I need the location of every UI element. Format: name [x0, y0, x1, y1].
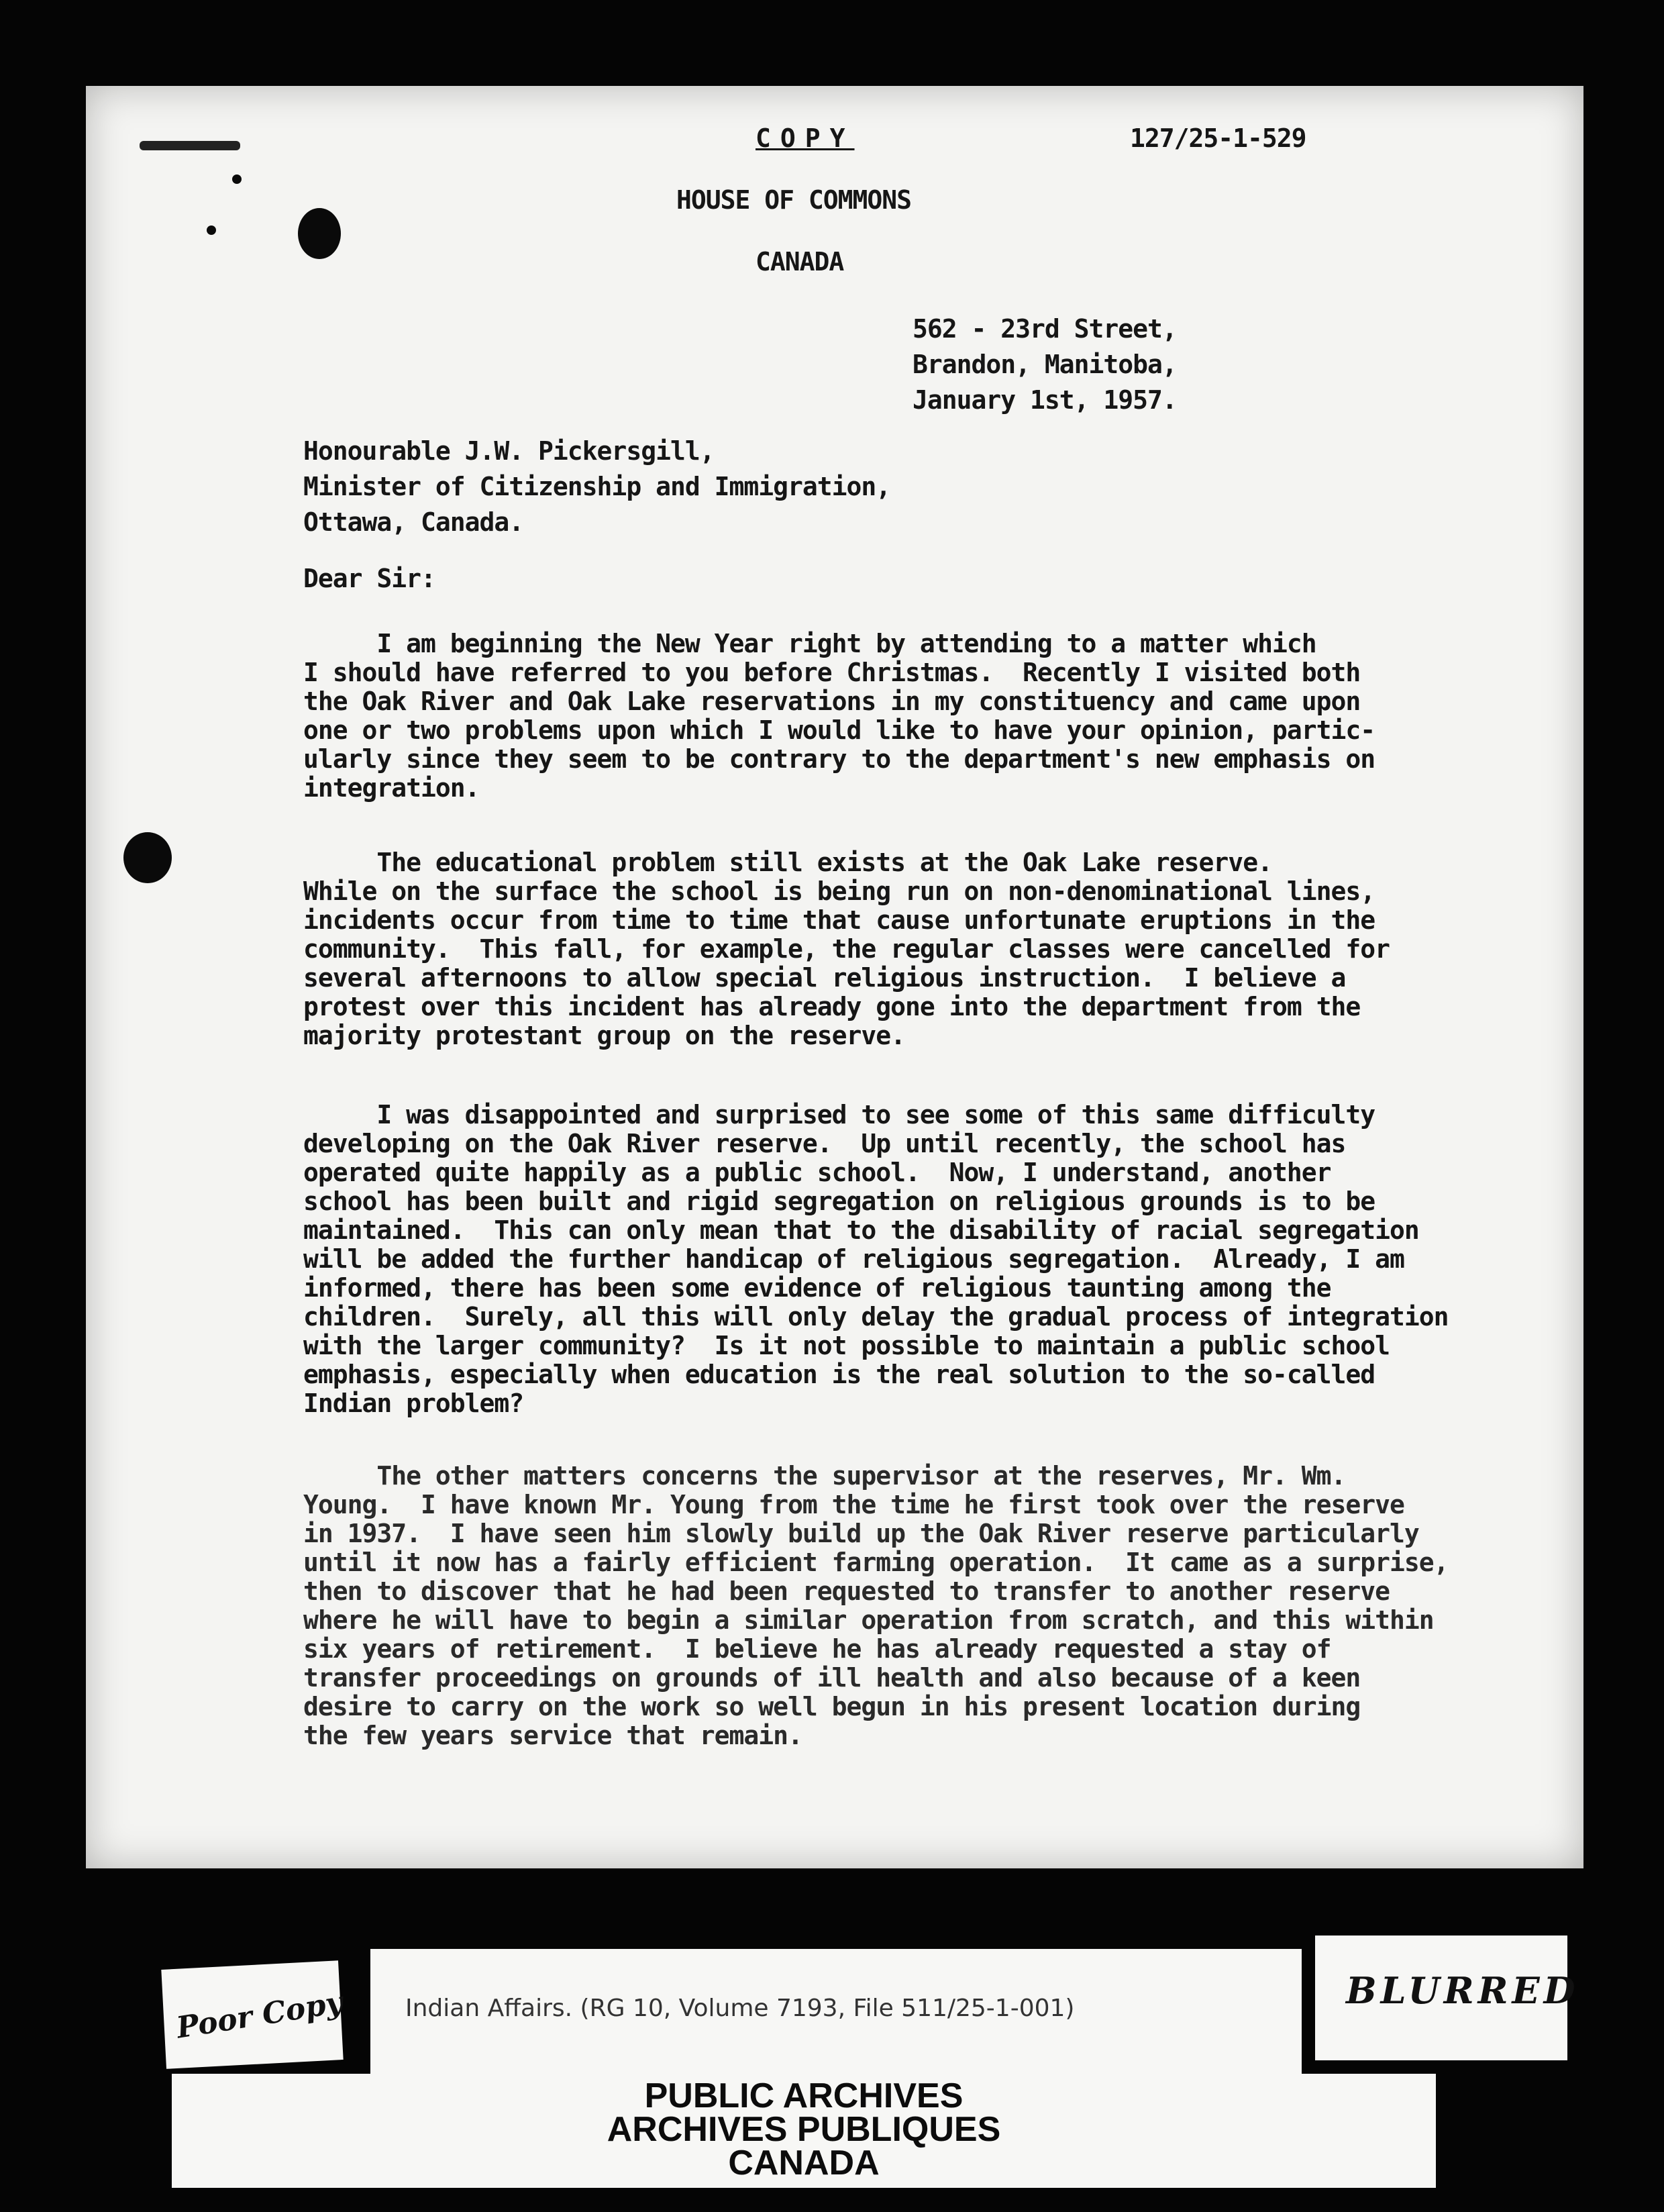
blurred-label-card: [1315, 1936, 1579, 2060]
public-archives-stamp: [172, 2074, 1436, 2188]
sender-address: 562 - 23rd Street, Brandon, Manitoba, January 1st, 1957.: [913, 314, 1177, 415]
punch-hole-middle: [123, 832, 172, 883]
house-of-commons-heading: HOUSE OF COMMONS: [676, 185, 912, 215]
body-paragraph: I was disappointed and surprised to see some of this same difficulty developing on the Oak River reserve. Up until recently, the school has operated quite happily as a public school. Now, I understand, another school has been built and rigid segregation on religious grounds is to be maintained. This can only mean that to the disability of racial segregation will be added the further handicap of religious segregation. Already, I am informed, there has been some evidence of religious taunting among the children. Surely, all this will only delay the gradual process of integration with the larger community? Is it not possible to maintain a public school emphasis, especially when education is the real solution to the so-called Indian problem?: [303, 1100, 1449, 1418]
recipient-address: Honourable J.W. Pickersgill, Minister of Citizenship and Immigration, Ottawa, Canada.: [303, 436, 891, 537]
poor-copy-label-card: [161, 1960, 346, 2069]
salutation: Dear Sir:: [303, 564, 435, 593]
source-reference-card: [370, 1949, 1302, 2074]
archives-line-canada: CANADA: [728, 2144, 880, 2182]
ink-speck: [232, 174, 242, 184]
letter-page: [86, 86, 1583, 1868]
canada-heading: CANADA: [756, 247, 844, 276]
body-paragraph: The other matters concerns the supervisor at the reserves, Mr. Wm. Young. I have known Mr. Young from the time he first took over the reserve in 1937. I have seen him slowly build up the Oak River reserve particularly until it now has a fairly efficient farming operation. It came as a surprise, then to discover that he had been requested to transfer to another reserve where he will have to begin a similar operation from scratch, and this within six years of retirement. I believe he has already requested a stay of transfer proceedings on grounds of ill health and also because of a keen desire to carry on the work so well begun in his present location during the few years service that remain.: [303, 1461, 1449, 1750]
copy-heading: COPY: [756, 123, 855, 153]
archives-line-french: ARCHIVES PUBLIQUES: [607, 2110, 1001, 2149]
punch-hole-top: [298, 208, 341, 259]
body-paragraph: I am beginning the New Year right by attending to a matter which I should have referred to you before Christmas. Recently I visited both the Oak River and Oak Lake reservations in my constituency and came upon one or two problems upon which I would like to have your opinion, partic- ularly since they seem to be contrary to the department's new emphasis on integration.: [303, 629, 1375, 803]
poor-copy-handwritten-note: Poor Copy: [174, 1985, 346, 2046]
source-reference: Indian Affairs. (RG 10, Volume 7193, File 511/25-1-001): [405, 1995, 1075, 2022]
archives-line-english: PUBLIC ARCHIVES: [644, 2076, 964, 2115]
ink-speck: [207, 225, 216, 235]
ink-smudge: [140, 141, 240, 150]
blurred-handwritten-note: BLURRED: [1346, 1969, 1579, 2012]
body-paragraph: The educational problem still exists at the Oak Lake reserve. While on the surface the school is being run on non-denominational lines, incidents occur from time to time that cause unfortunate eruptions in the community. This fall, for example, the regular classes were cancelled for several afternoons to allow special religious instruction. I believe a protest over this incident has already gone into the department from the majority protestant group on the reserve.: [303, 848, 1390, 1050]
file-number: 127/25-1-529: [1130, 123, 1306, 153]
